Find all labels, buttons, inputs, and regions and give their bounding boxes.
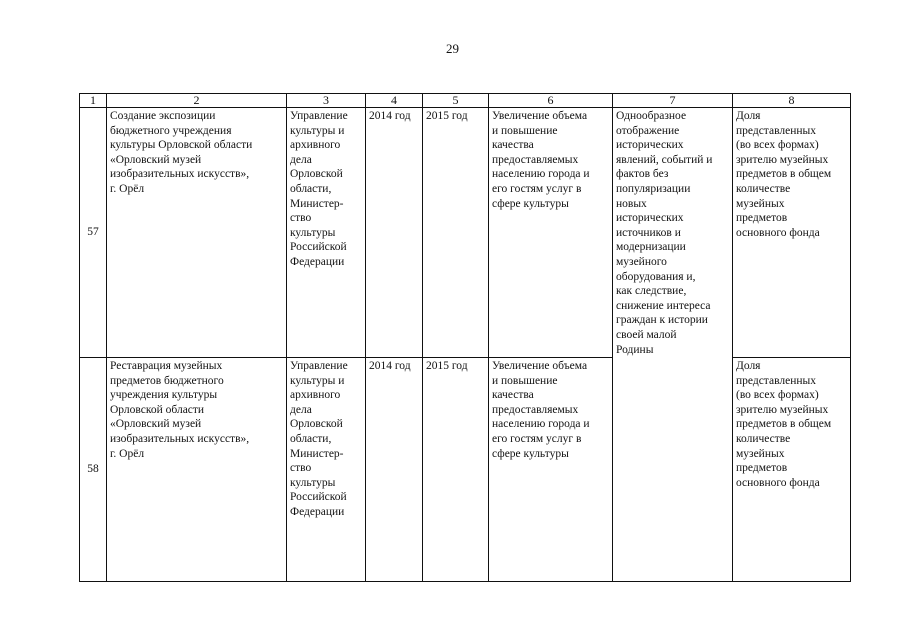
page-number: 29 bbox=[446, 41, 459, 56]
start-year: 2014 год bbox=[366, 358, 423, 582]
table-row bbox=[80, 108, 851, 358]
activity-name: Реставрация музейных предметов бюджетного учреждения культуры Орловской области «Орловский музей изобразительных искусств», г. Орёл bbox=[107, 358, 287, 582]
column-number-8: 8 bbox=[733, 94, 851, 108]
column-number-5: 5 bbox=[423, 94, 489, 108]
executor: Управление культуры и архивного дела Орловской области, Министер- ство культуры Российской Федерации bbox=[287, 108, 366, 358]
expected-result: Увеличение объема и повышение качества предоставляемых населению города и его гостям услуг в сфере культуры bbox=[489, 358, 613, 582]
non-implementation-consequence: Однообразное отображение исторических явлений, событий и фактов без популяризации новых исторических источников и модернизации музейного оборудования и, как следствие, снижение интереса граждан к истории своей малой Родины bbox=[613, 108, 733, 582]
column-number-1: 1 bbox=[80, 94, 107, 108]
column-number-7: 7 bbox=[613, 94, 733, 108]
end-year: 2015 год bbox=[423, 358, 489, 582]
column-number-6: 6 bbox=[489, 94, 613, 108]
row-number: 57 bbox=[80, 108, 107, 358]
executor: Управление культуры и архивного дела Орловской области, Министер- ство культуры Российской Федерации bbox=[287, 358, 366, 582]
activity-name: Создание экспозиции бюджетного учреждения культуры Орловской области «Орловский музей изобразительных искусств», г. Орёл bbox=[107, 108, 287, 358]
table-row bbox=[80, 358, 851, 582]
column-number-2: 2 bbox=[107, 94, 287, 108]
column-number-4: 4 bbox=[366, 94, 423, 108]
activities-table bbox=[79, 93, 851, 582]
target-indicator: Доля представленных (во всех формах) зрителю музейных предметов в общем количестве музейных предметов основного фонда bbox=[733, 358, 851, 582]
expected-result: Увеличение объема и повышение качества предоставляемых населению города и его гостям услуг в сфере культуры bbox=[489, 108, 613, 358]
row-number: 58 bbox=[80, 358, 107, 582]
target-indicator: Доля представленных (во всех формах) зрителю музейных предметов в общем количестве музейных предметов основного фонда bbox=[733, 108, 851, 358]
end-year: 2015 год bbox=[423, 108, 489, 358]
start-year: 2014 год bbox=[366, 108, 423, 358]
column-number-row bbox=[80, 94, 851, 108]
column-number-3: 3 bbox=[287, 94, 366, 108]
